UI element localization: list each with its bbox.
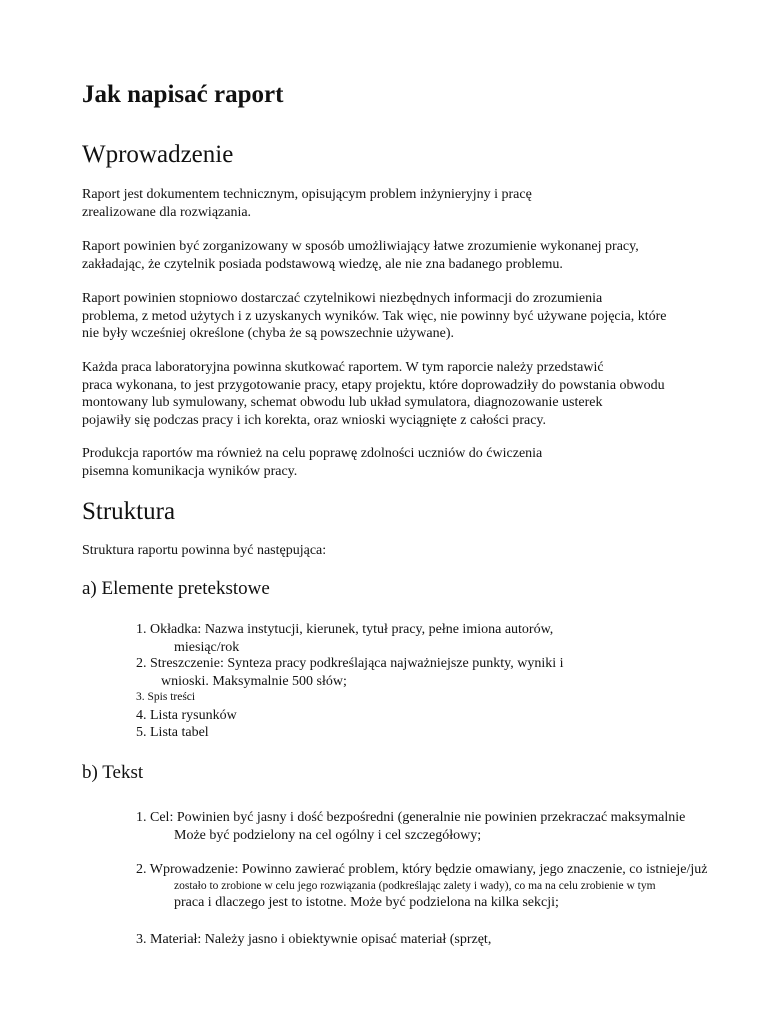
text-line: zrealizowane dla rozwiązania. [82, 204, 252, 220]
list-item [136, 655, 564, 690]
structure-intro: Struktura raportu powinna być następująca: [82, 543, 327, 558]
list-item-text: 1. Cel: Powinien być jasny i dość bezpośredni (generalnie nie powinien przekraczać maksymalnie [136, 810, 686, 825]
list-item [136, 861, 707, 911]
list-item [136, 809, 685, 844]
intro-paragraph-5 [82, 445, 542, 480]
list-item-continuation: zostało to zrobione w celu jego rozwiązania (podkreślając zalety i wady), co ma na celu zrobienie w tym [174, 879, 656, 892]
text-line: Produkcja raportów ma również na celu poprawę zdolności uczniów do ćwiczenia [82, 446, 543, 461]
intro-paragraph-1 [82, 186, 532, 221]
list-item-continuation: praca i dlaczego jest to istotne. Może być podzielona na kilka sekcji; [174, 894, 559, 910]
text-line: montowany lub symulowany, schemat obwodu lub układ symulatora, diagnozowanie usterek [82, 395, 603, 410]
list-item-text: 1. Okładka: Nazwa instytucji, kierunek, tytuł pracy, pełne imiona autorów, [136, 622, 554, 637]
list-item [136, 621, 553, 656]
text-line: pojawiły się podczas pracy i ich korekta, oraz wnioski wyciągnięte z całości pracy. [82, 412, 547, 428]
text-line: zakładając, że czytelnik posiada podstawową wiedzę, ale nie zna badanego problemu. [82, 256, 563, 272]
list-item [136, 724, 209, 742]
text-line: Raport powinien być zorganizowany w sposób umożliwiający łatwe zrozumienie wykonanej pracy, [82, 239, 639, 254]
list-item-text: 5. Lista tabel [136, 725, 209, 740]
subsection-heading-text: b) Tekst [82, 762, 144, 783]
list-item-text: 2. Wprowadzenie: Powinno zawierać problem, który będzie omawiany, jego znaczenie, co istnieje/już [136, 862, 708, 877]
intro-paragraph-3 [82, 290, 667, 343]
text-line: problema, z metod użytych i z uzyskanych wyników. Tak więc, nie powinny być używane pojęcia, które [82, 308, 667, 324]
section-heading-structure: Struktura [82, 498, 176, 525]
text-line: Raport jest dokumentem technicznym, opisującym problem inżynieryjny i pracę [82, 187, 532, 202]
intro-paragraph-4 [82, 359, 665, 429]
text-line: pisemna komunikacja wyników pracy. [82, 463, 298, 479]
list-item [136, 690, 195, 704]
list-item-text: 2. Streszczenie: Synteza pracy podkreślająca najważniejsze punkty, wyniki i [136, 656, 564, 671]
list-item-text: 3. Spis treści [136, 691, 196, 703]
section-heading-intro: Wprowadzenie [82, 141, 234, 168]
intro-paragraph-2 [82, 238, 639, 273]
text-line: Każda praca laboratoryjna powinna skutkować raportem. W tym raporcie należy przedstawić [82, 360, 604, 375]
text-line: praca wykonana, to jest przygotowanie pracy, etapy projektu, które doprowadziły do powstania obwodu [82, 377, 665, 393]
subsection-heading-pretextual: a) Elemente pretekstowe [82, 578, 270, 599]
list-item-continuation: Może być podzielony na cel ogólny i cel szczegółowy; [174, 827, 482, 843]
list-item-text: 3. Materiał: Należy jasno i obiektywnie opisać materiał (sprzęt, [136, 932, 492, 947]
list-item [136, 707, 237, 725]
list-item [136, 931, 491, 949]
text-line: nie były wcześniej określone (chyba że są powszechnie używane). [82, 326, 455, 341]
text-line: Raport powinien stopniowo dostarczać czytelnikowi niezbędnych informacji do zrozumienia [82, 291, 603, 306]
list-item-continuation: wnioski. Maksymalnie 500 słów; [161, 673, 347, 689]
list-item-continuation: miesiąc/rok [174, 639, 240, 655]
list-item-text: 4. Lista rysunków [136, 708, 237, 723]
page-title: Jak napisać raport [82, 81, 284, 108]
